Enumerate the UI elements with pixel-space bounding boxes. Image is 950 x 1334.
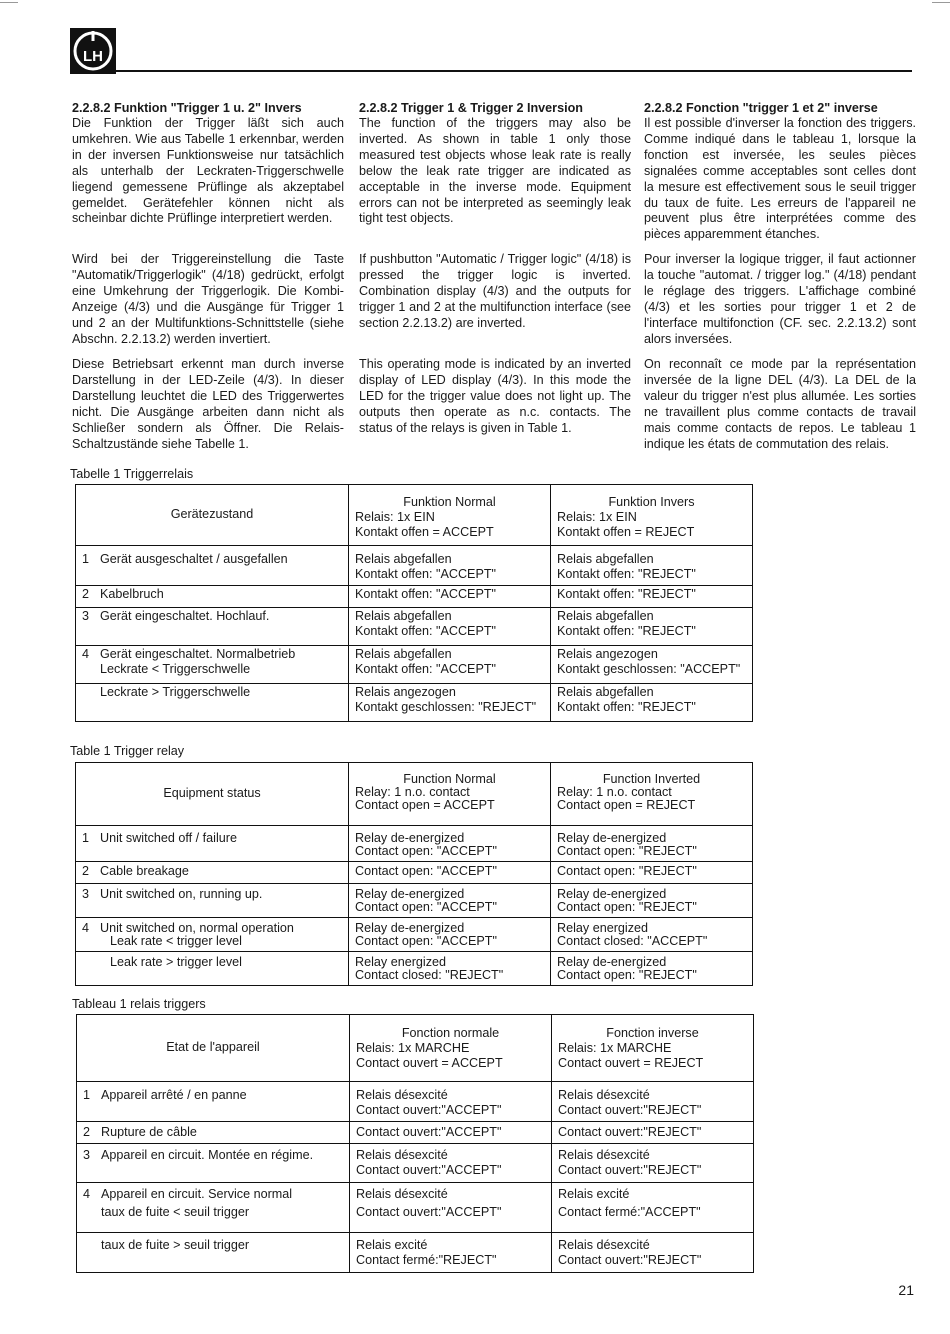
corner-mark-right — [932, 2, 950, 3]
table-row: 1 Gerät ausgeschaltet / ausgefallen Relais abgefallen Kontakt offen: "ACCEPT" Relais abgefallen Kontakt offen: "REJECT" — [76, 546, 753, 586]
header-cell-status: Etat de l'appareil — [77, 1015, 350, 1082]
header-cell-inverted: Funktion Invers Relais: 1x EIN Kontakt offen = REJECT — [551, 485, 753, 546]
section-heading-fr: 2.2.8.2 Fonction "trigger 1 et 2" inverse — [644, 101, 878, 115]
paragraph-de-1: Die Funktion der Trigger läßt sich auch umkehren. Wie aus Tabelle 1 erkennbar, werden in der inversen Funktionsweise nur tatsächlich als unterhalb der Leckraten-Triggerschwelle liegend gemessene Prüflinge als akzeptabel gemeldet. Gerätefehler können nicht als scheinbar dichte Prüflinge interpretiert werden. — [72, 116, 344, 226]
column-english — [359, 100, 631, 435]
table-row: 4 Unit switched on, normal operation Leak rate < trigger level Relay de-energized Contact open: "ACCEPT" Relay energized Contact closed: "ACCEPT" — [76, 918, 753, 952]
table-row: 3 Appareil en circuit. Montée en régime. Relais désexcité Contact ouvert:"ACCEPT" Relais désexcité Contact ouvert:"REJECT" — [77, 1144, 754, 1183]
header-cell-normal: Fonction normale Relais: 1x MARCHE Contact ouvert = ACCEPT — [350, 1015, 552, 1082]
table-header-row — [76, 485, 753, 546]
table-row: 1 Unit switched off / failure Relay de-energized Contact open: "ACCEPT" Relay de-energized Contact open: "REJECT" — [76, 826, 753, 862]
header-cell-normal: Funktion Normal Relais: 1x EIN Kontakt offen = ACCEPT — [349, 485, 551, 546]
table-caption-de: Tabelle 1 Triggerrelais — [70, 467, 194, 481]
paragraph-en-2: If pushbutton "Automatic / Trigger logic" (4/18) is pressed the trigger logic is inverted. Combination display (4/3) and the outputs for trigger 1 and 2 at the multifunction interface (see section 2.2.13.2) are inverted. — [359, 252, 631, 330]
table-row: 4 Appareil en circuit. Service normal taux de fuite < seuil trigger Relais désexcité Contact ouvert:"ACCEPT" Relais excité Contact fermé:"ACCEPT" — [77, 1183, 754, 1233]
header-cell-inverted: Function Inverted Relay: 1 n.o. contact Contact open = REJECT — [551, 763, 753, 826]
paragraph-de-3: Diese Betriebsart erkennt man durch inverse Darstellung in der LED-Zeile (4/3). In dieser Darstellung leuchtet die LED des Triggerwertes nicht. Die Ausgänge arbeiten dann nicht als Schließer sondern als Öffner. Die Relais-Schaltzustände siehe Tabelle 1. — [72, 357, 344, 451]
paragraph-fr-2: Pour inverser la logique trigger, il faut actionner la touche "automat. / trigger log." (4/18) pendant le réglage des triggers. L'affichage combiné (4/3) et les sorties pour trigger 1 et 2 de l'interface multifonction (CF. sec. 2.2.13.2) sont alors inversées. — [644, 252, 916, 346]
corner-mark-left — [0, 2, 18, 3]
trigger-relay-table-de — [75, 484, 753, 722]
table-header-row — [76, 763, 753, 826]
paragraph-en-3: This operating mode is indicated by an inverted display of LED display (4/3). In this mode the LED for the trigger value does not light up. The outputs then operate as n.c. contacts. The status of the relays is given in Table 1. — [359, 357, 631, 435]
table-row: 1 Appareil arrêté / en panne Relais désexcité Contact ouvert:"ACCEPT" Relais désexcité Contact ouvert:"REJECT" — [77, 1082, 754, 1122]
table-row: 2 Rupture de câble Contact ouvert:"ACCEPT" Contact ouvert:"REJECT" — [77, 1122, 754, 1144]
section-heading-en: 2.2.8.2 Trigger 1 & Trigger 2 Inversion — [359, 101, 583, 115]
table-row: Leak rate > trigger level Relay energized Contact closed: "REJECT" Relay de-energized Contact open: "REJECT" — [76, 952, 753, 986]
table-row: 3 Gerät eingeschaltet. Hochlauf. Relais abgefallen Kontakt offen: "ACCEPT" Relais abgefallen Kontakt offen: "REJECT" — [76, 608, 753, 646]
table-row: 4 Gerät eingeschaltet. Normalbetrieb Leckrate < Triggerschwelle Relais abgefallen Kontakt offen: "ACCEPT" Relais angezogen Kontakt geschlossen: "ACCEPT" — [76, 646, 753, 684]
paragraph-de-2: Wird bei der Triggereinstellung die Taste "Automatik/Triggerlogik" (4/18) gedrückt, erfolgt eine Umkehrung der Triggerlogik. Die Kombi-Anzeige (4/3) und die Ausgänge für Trigger 1 und 2 an der Multifunktions-Schnittstelle (siehe Abschn. 2.2.13.2) werden invertiert. — [72, 252, 344, 346]
table-row: 3 Unit switched on, running up. Relay de-energized Contact open: "ACCEPT" Relay de-energized Contact open: "REJECT" — [76, 884, 753, 918]
table-caption-en: Table 1 Trigger relay — [70, 744, 185, 758]
header-cell-normal: Function Normal Relay: 1 n.o. contact Contact open = ACCEPT — [349, 763, 551, 826]
paragraph-fr-1: Il est possible d'inverser la fonction des triggers. Comme indiqué dans le tableau 1, lorsque la fonction est inversée, les seules pièces signalées comme acceptables sont celles dont la mesure est effectivement sous le seuil trigger du taux de fuite. Les erreurs de l'appareil ne peuvent plus être interprétées comme des pièces apparemment étanches. — [644, 116, 916, 242]
table-row: Leckrate > Triggerschwelle Relais angezogen Kontakt geschlossen: "REJECT" Relais abgefallen Kontakt offen: "REJECT" — [76, 684, 753, 722]
header-cell-inverted: Fonction inverse Relais: 1x MARCHE Contact ouvert = REJECT — [552, 1015, 754, 1082]
column-german — [72, 100, 344, 451]
header-rule — [116, 70, 912, 72]
section-heading-de: 2.2.8.2 Funktion "Trigger 1 u. 2" Invers — [72, 101, 302, 115]
trigger-relay-table-en — [75, 762, 753, 986]
table-row: 2 Cable breakage Contact open: "ACCEPT" Contact open: "REJECT" — [76, 862, 753, 884]
page-number: 21 — [898, 1282, 914, 1298]
paragraph-en-1: The function of the triggers may also be inverted. As shown in table 1 only those measured test objects whose leak rate is really below the leak rate trigger are indicated as acceptable in the inverse mode. Equipment errors can not be interpreted as seemingly leak tight test objects. — [359, 116, 631, 226]
logo-text: LH — [83, 48, 103, 65]
column-french — [644, 100, 916, 451]
table-row: taux de fuite > seuil trigger Relais excité Contact fermé:"REJECT" Relais désexcité Contact ouvert:"REJECT" — [77, 1233, 754, 1273]
header-cell-status: Gerätezustand — [76, 485, 349, 546]
table-row: 2 Kabelbruch Kontakt offen: "ACCEPT" Kontakt offen: "REJECT" — [76, 586, 753, 608]
table-header-row — [77, 1015, 754, 1082]
header-cell-status: Equipment status — [76, 763, 349, 826]
table-caption-fr: Tableau 1 relais triggers — [72, 997, 206, 1011]
trigger-relay-table-fr — [76, 1014, 754, 1273]
paragraph-fr-3: On reconnaît ce mode par la représentation inversée de la ligne DEL (4/3). La DEL de la valeur du trigger n'est plus allumée. Les sorties ne travaillent plus comme contacts de travail mais comme contacts de repos. Le tableau 1 indique les états de commutation des relais. — [644, 357, 916, 451]
lh-logo-icon — [70, 28, 116, 74]
